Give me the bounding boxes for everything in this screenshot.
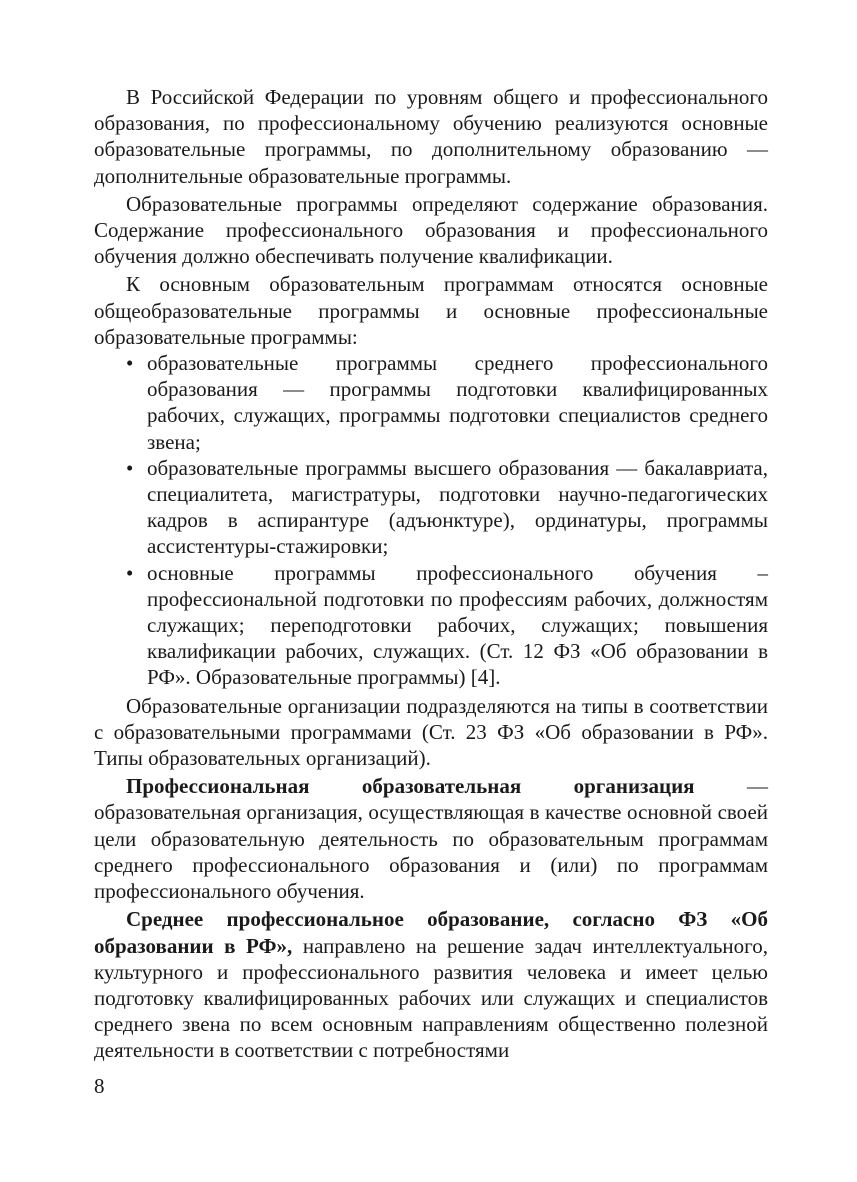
page-body (94, 84, 768, 1064)
page-number: 8 (94, 1074, 105, 1098)
paragraph-6 (94, 906, 768, 1063)
paragraph-2: Образовательные программы определяют содержание образования. Содержание профессионального образования и профессионального обучения должно обеспечивать получение квалификации. (94, 191, 768, 269)
list-item (94, 560, 768, 691)
program-list (94, 350, 768, 691)
list-item (94, 455, 768, 560)
definition-text: — образовательная организация, осуществляющая в качестве основной своей цели образовательную деятельность по образовательным программам среднего профессионального образования и (или) по программам профессионального обучения. (94, 774, 768, 904)
paragraph-4: Образовательные организации подразделяются на типы в соответствии с образовательными программами (Ст. 23 ФЗ «Об образовании в РФ». Типы образовательных организаций). (94, 693, 768, 771)
definition-term: Профессиональная образовательная организация (126, 774, 695, 799)
list-item-text: основные программы профессионального обучения –профессиональной подготовки по профессиям рабочих, должностям служащих; переподготовки рабочих, служащих; повышения квалификации рабочих, служащих. (Ст. 12 ФЗ «Об образовании в РФ». Образовательные программы) [4]. (147, 560, 768, 690)
paragraph-5 (94, 773, 768, 904)
definition-term: Среднее профессиональное образование, согласно ФЗ «Об образовании в РФ», (94, 907, 768, 958)
paragraph-3: К основным образовательным программам относятся основные общеобразовательные программы и основные профессиональные образовательные программы: (94, 272, 768, 349)
list-item (94, 350, 768, 455)
paragraph-1: В Российской Федерации по уровням общего и профессионального образования, по профессиональному обучению реализуются основные образовательные программы, по дополнительному образованию — дополнительные образовательные программы. (94, 85, 768, 188)
definition-text: направлено на решение задач интеллектуального, культурного и профессионального развития человека и имеет целью подготовку квалифицированных рабочих или служащих и специалистов среднего звена по всем основным направлениям общественно полезной деятельности в соответствии с потребностями (94, 933, 768, 1063)
bullet-icon: • (126, 351, 134, 376)
bullet-icon: • (126, 455, 134, 480)
list-item-text: образовательные программы среднего профессионального образования — программы подготовки квалифицированных рабочих, служащих, программы подготовки специалистов среднего звена; (147, 351, 768, 454)
bullet-icon: • (126, 560, 134, 585)
list-item-text: образовательные программы высшего образования — бакалавриата, специалитета, магистратуры, подготовки научно-педагогических кадров в аспирантуре (адъюнктуре), ординатуры, программы ассистентуры-стажировки; (147, 455, 768, 559)
